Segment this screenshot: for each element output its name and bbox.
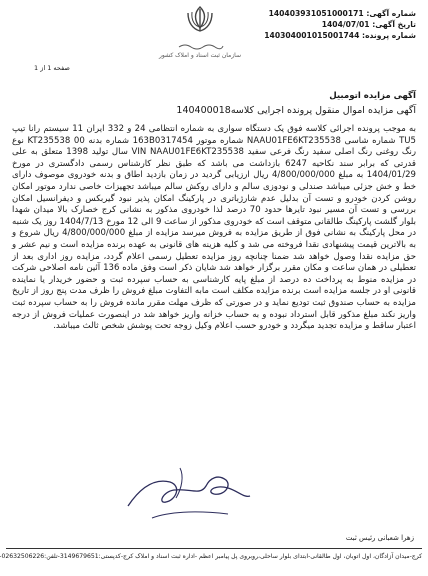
ad-type: آگهی مزایده اتومبیل: [329, 91, 416, 101]
ad-date-row: [241, 19, 416, 30]
emblem: [140, 4, 260, 59]
ad-date: 1404/07/01: [321, 20, 370, 29]
iran-emblem-icon: [180, 4, 220, 42]
ad-meta: [241, 8, 416, 41]
ad-date-label: تاریخ آگهی:: [372, 20, 416, 29]
ad-title: آگهی مزایده اموال منقول پرونده اجرایی کلاسه140400018: [176, 105, 416, 116]
ad-body: به موجب پرونده اجرائی کلاسه فوق یک دستگاه سواری به شماره انتظامی 24 و 332 ایران 11 سیستم رانا تیپ TU5 شماره شاسی NAAU01FE6KT235538 شماره موتور 163B0317454 شماره بدنه 00 KT235538 نوع رنگ روغنی رنگ اصلی سفید رنگ فرعی سفید VIN NAAU01FE6KT235538 سال تولید 1398 متعلق به علی قدرتی که برابر سند نکاحیه 6247 بازداشت می باشد که طبق نظر کارشناس رسمی دادگستری در مورخ 1404/01/29 به مبلغ 4/800/000/000 ریال ارزیابی گردید در زمان بازدید اطاق و بدنه خودروی موصوف دارای خط و خش جزئی میباشد صندلی و نودوزی سالم و دارای روکش سالم میباشد تجهیزات خاصی ندارد موتور امکان روشن کردن خودرو و تست آن بدلیل عدم شارژباتری در پارکینگ امکان پذیر نبود گیربکس و دیفرانسیل امکان بررسی و تست آن مسیر نبود تایرها حدود 70 درصد لذا خودروی مذکور به نشانی کرج خصارک بالا میدان شهدا بلوار گلشت پارکینگ طالقانی متوقف است که خودروی مذکور از ساعت 9 الی 12 مورخ 1404/7/13 روز یک شنبه در محل پارکینگ به نشانی فوق از طریق مزایده به فروش میرسد مزایده از مبلغ 4/800/000/000 ریال شروع و به بالاترین قیمت پیشنهادی نقدا فروخته می شد و کلیه هزینه های قانونی به عهده برنده مزایده است و نیم عشر و حق مزایده نقدا وصول خواهد شد ضمنا چنانچه روز مزایده تعطیل رسمی اعلام گردد، مزایده روز اداری بعد از تعطیلی در همان ساعت و مکان مقرر برگزار خواهد شد شایان ذکر است وفق ماده 136 آئین نامه اصلاحی شرکت در مزایده منوط به پرداخت ده درصد از مبلغ پایه کارشناسی به حساب سپرده ثبت و حضور خریدار یا نماینده قانونی او در جلسه مزایده است برنده مزایده مکلف است مابه التفاوت مبلغ فروش را ظرف مدت پنج روز از تاریخ مزایده به حساب صندوق ثبت تودیع نماید و در صورتی که ظرف مهلت مقرر مانده فروش را به حساب سپرده ثبت واریز نکند مبلغ مذکور قابل استرداد نبوده و به حساب خزانه واریز خواهد شد در اینصورت عملیات فروش از درجه اعتبار ساقط و مزایده تجدید میگردد و خودرو حسب اعلام وکیل زوجه تحت پوشش شخص ثالث میباشد.: [12, 124, 417, 332]
case-number: 140304001015001744: [264, 31, 360, 40]
ad-number: 140403931051000171: [268, 9, 364, 18]
page-number: صفحه 1 از 1: [34, 64, 70, 72]
case-number-label: شماره پرونده:: [362, 31, 416, 40]
ad-number-label: شماره آگهی:: [366, 9, 416, 18]
emblem-lettering-icon: [175, 42, 225, 50]
signature-area: [110, 448, 260, 538]
signatory-name: زهرا شعبانی رئیس ثبت: [345, 534, 414, 542]
footer-address: کرج-میدان آزادگان، اول اتوبان، اول طالقانی-ابتدای بلوار ساحلی،روبروی پل پیامبر اعظم -اداره ثبت اسناد و املاک کرج-کدپستی:3149679651-تلفن:02632506226: [6, 548, 422, 572]
signature-icon: [110, 448, 260, 538]
case-number-row: [241, 30, 416, 41]
ad-number-row: [241, 8, 416, 19]
org-name: سازمان ثبت اسناد و املاک کشور: [158, 52, 242, 59]
